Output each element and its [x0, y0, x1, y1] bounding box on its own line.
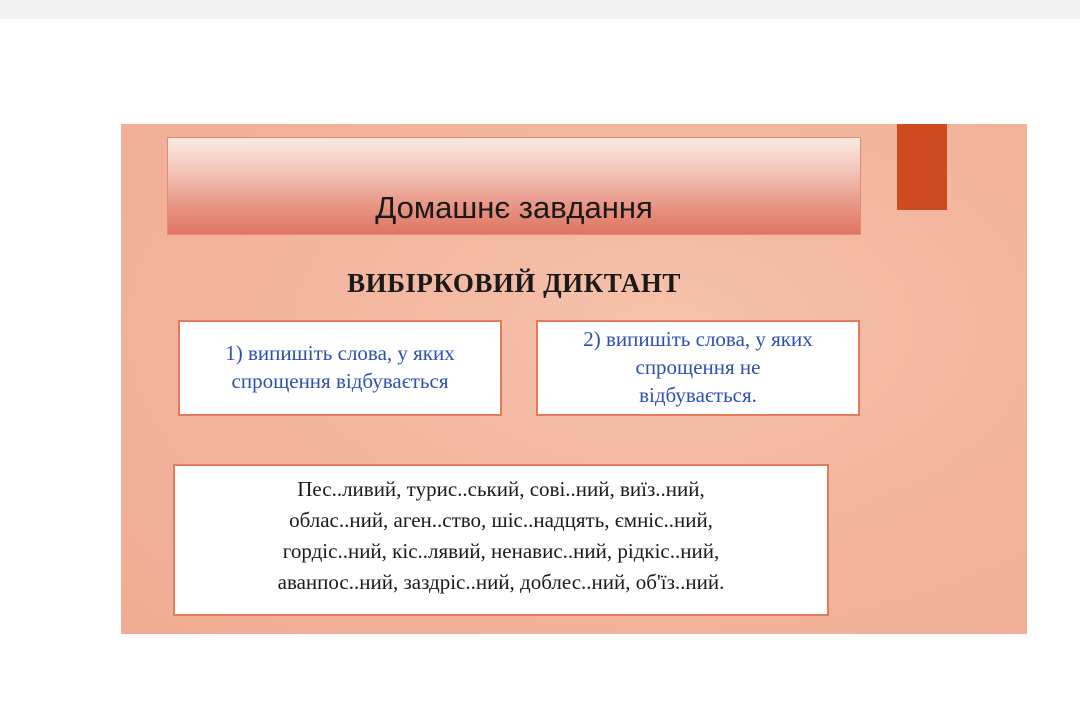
words-box [173, 464, 829, 616]
words-line: облас..ний, аген..ство, шіс..надцять, ємніс..ний, [289, 508, 713, 532]
words-line: аванпос..ний, заздріс..ний, доблес..ний, об'їз..ний. [277, 570, 725, 594]
accent-bar [897, 124, 947, 210]
words-line: гордіс..ний, кіс..лявий, ненавис..ний, рідкіс..ний, [282, 539, 720, 563]
task-2-line: 2) випишіть слова, у яких [583, 327, 813, 351]
task-1-line: спрощення відбувається [231, 369, 449, 393]
dictation-heading: ВИБІРКОВИЙ ДИКТАНТ [347, 268, 681, 298]
task-box-2 [536, 320, 860, 416]
task-2-line: спрощення не [635, 355, 761, 379]
slide-title: Домашнє завдання [375, 190, 653, 225]
title-box [167, 137, 861, 235]
words-line: Пес..ливий, турис..ський, сові..ний, виїз..ний, [297, 477, 705, 501]
task-2-line: відбувається. [639, 383, 757, 407]
task-box-1 [178, 320, 502, 416]
task-1-line: 1) випишіть слова, у яких [225, 341, 455, 365]
top-bar [0, 0, 1080, 19]
slide [121, 124, 1027, 634]
